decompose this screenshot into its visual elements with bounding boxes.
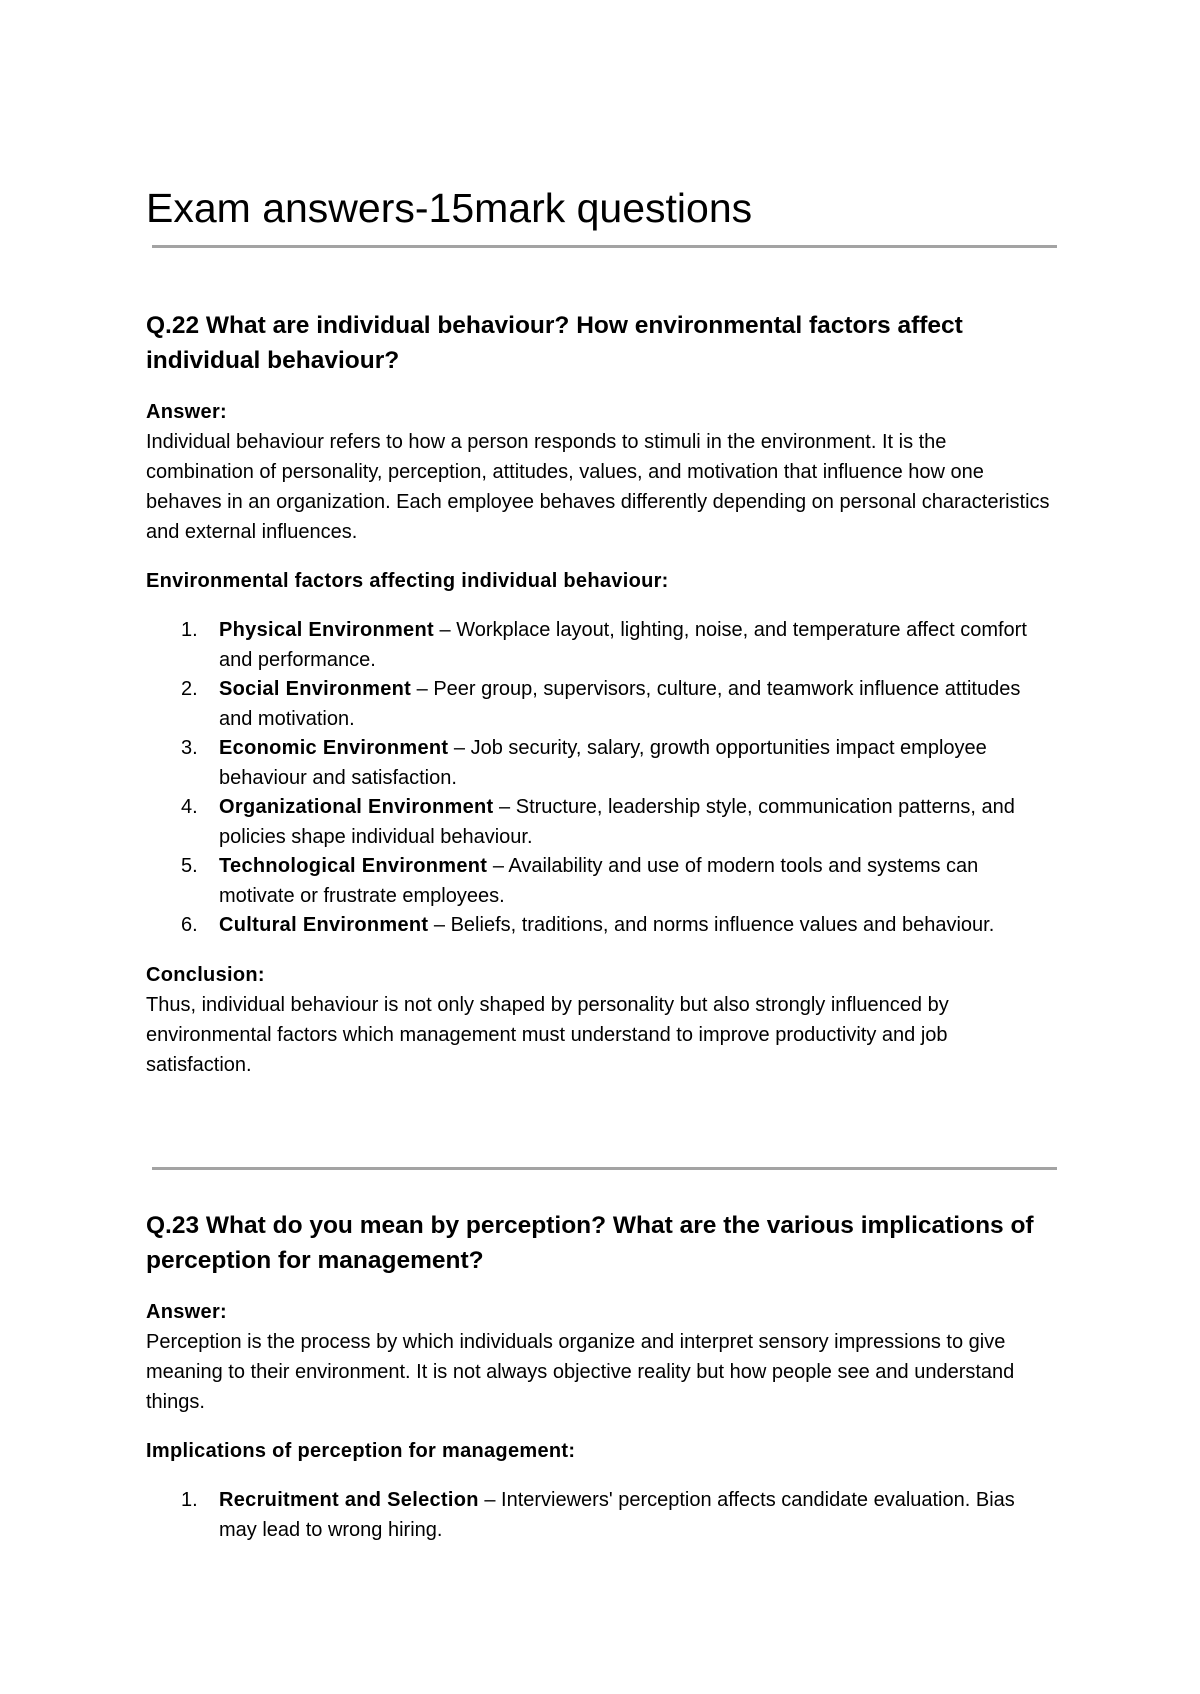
list-item-number: 3.	[181, 737, 198, 759]
list-item	[146, 616, 1058, 675]
list-item-number: 1.	[181, 1489, 198, 1511]
horizontal-divider	[152, 245, 1057, 248]
question-23-section	[146, 1208, 1058, 1545]
list-item-number: 6.	[181, 914, 198, 936]
implications-heading: Implications of perception for management:	[146, 1440, 576, 1462]
answer-text: Perception is the process by which individuals organize and interpret sensory impressions to give meaning to their environment. It is not always objective reality but how people see and understand things.	[146, 1331, 1015, 1413]
conclusion-text: Thus, individual behaviour is not only shaped by personality but also strongly influenced by environmental factors which management must understand to improve productivity and job satisfaction.	[146, 993, 949, 1076]
list-item-term: Organizational Environment	[219, 796, 494, 818]
list-item-number: 4.	[181, 796, 198, 818]
question-23-heading: Q.23 What do you mean by perception? What are the various implications of perception for management?	[146, 1212, 1034, 1274]
list-item	[146, 734, 1058, 793]
answer-text: Individual behaviour refers to how a person responds to stimuli in the environment. It is the combination of personality, perception, attitudes, values, and motivation that influence how one behaves in an organization. Each employee behaves differently depending on personal characteristics and external influences.	[146, 431, 1050, 543]
list-item-number: 1.	[181, 619, 198, 641]
answer-label: Answer:	[146, 401, 228, 423]
list-item-term: Economic Environment	[219, 737, 449, 759]
list-item-description: – Availability and use of modern tools and systems can motivate or frustrate employees.	[219, 855, 979, 907]
question-22-section	[146, 308, 1058, 1080]
list-item-number: 2.	[181, 678, 198, 700]
list-item-description: – Beliefs, traditions, and norms influence values and behaviour.	[428, 914, 995, 936]
list-item	[146, 793, 1058, 852]
conclusion-label: Conclusion:	[146, 963, 265, 986]
list-item-description: – Interviewers' perception affects candidate evaluation. Bias may lead to wrong hiring.	[219, 1489, 1015, 1541]
list-item-term: Cultural Environment	[219, 914, 429, 936]
implications-list	[146, 1486, 1058, 1545]
answer-label: Answer:	[146, 1301, 228, 1323]
factors-heading: Environmental factors affecting individual behaviour:	[146, 570, 669, 592]
list-item-term: Recruitment and Selection	[219, 1489, 479, 1511]
list-item	[146, 911, 1058, 941]
list-item-term: Technological Environment	[219, 855, 488, 877]
list-item-term: Physical Environment	[219, 619, 434, 641]
list-item	[146, 675, 1058, 734]
list-item	[146, 1486, 1058, 1545]
list-item-number: 5.	[181, 855, 198, 877]
list-item	[146, 852, 1058, 911]
list-item-term: Social Environment	[219, 678, 412, 700]
list-item-description: – Job security, salary, growth opportunities impact employee behaviour and satisfaction.	[219, 737, 987, 789]
factors-list	[146, 616, 1058, 941]
document-title: Exam answers-15mark questions	[146, 185, 753, 231]
horizontal-divider	[152, 1167, 1057, 1170]
list-item-description: – Structure, leadership style, communication patterns, and policies shape individual behaviour.	[219, 796, 1015, 848]
list-item-description: – Workplace layout, lighting, noise, and temperature affect comfort and performance.	[219, 619, 1027, 671]
list-item-description: – Peer group, supervisors, culture, and teamwork influence attitudes and motivation.	[219, 678, 1021, 730]
question-22-heading: Q.22 What are individual behaviour? How environmental factors affect individual behaviour?	[146, 312, 963, 374]
